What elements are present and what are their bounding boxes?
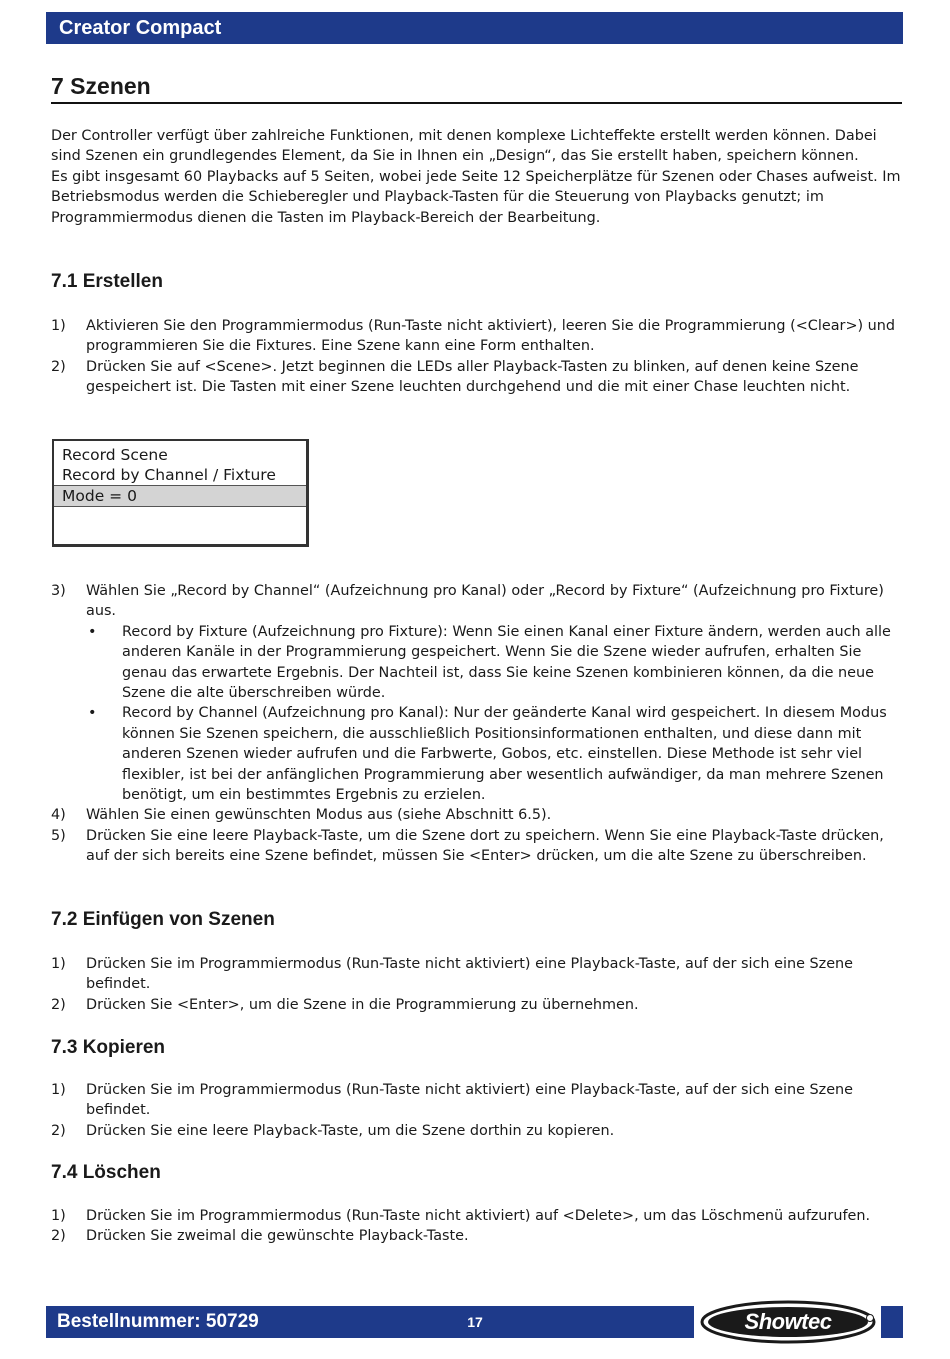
list-number: 2) — [51, 1122, 66, 1139]
heading-7-1: 7.1 Erstellen — [51, 271, 163, 292]
bullet-text: Record by Fixture (Aufzeichnung pro Fixture): Wenn Sie einen Kanal einer Fixture ändern, werden auch alle anderen Kanäle in der Programmierung gespeichert. Wenn Sie die Szene wieder aufrufen, erhalten Sie genau das erwartete Ergebnis. Der Nachteil ist, dass Sie keine Szenen kombinieren können, da die neue Szene die alte überschreiben würde. — [122, 623, 891, 702]
intro-paragraph-2: Es gibt insgesamt 60 Playbacks auf 5 Seiten, wobei jede Seite 12 Speicherplätze für Szenen oder Chases aufweist. Im Betriebsmodus werden die Schieberegler und Playback-Tasten für die Steuerung von Playbacks genutzt; im Programmiermodus dienen die Tasten im Playback-Bereich der Bearbeitung. — [51, 168, 901, 226]
list-number: 3) — [51, 583, 66, 599]
header-title: Creator Compact — [59, 17, 222, 39]
showtec-logo — [700, 1300, 880, 1344]
list-item — [51, 1206, 903, 1226]
list-text: Drücken Sie eine leere Playback-Taste, um die Szene dorthin zu kopieren. — [86, 1122, 615, 1139]
lcd-display — [52, 439, 309, 547]
page-number: 17 — [467, 1314, 483, 1330]
bullet-item — [51, 703, 903, 805]
list-number: 2) — [51, 1228, 66, 1245]
list-item — [51, 357, 903, 398]
list-item — [51, 995, 903, 1015]
bullet-item — [51, 622, 903, 704]
list-number: 1) — [51, 1208, 66, 1224]
list-item — [51, 954, 903, 995]
bullet-icon: • — [88, 705, 97, 722]
bullet-icon: • — [88, 623, 97, 640]
lcd-line-3: Mode = 0 — [54, 485, 306, 507]
list-item — [51, 1080, 903, 1121]
list-item — [51, 1226, 903, 1246]
list-number: 5) — [51, 827, 66, 844]
list-item — [51, 1121, 903, 1141]
list-text: Wählen Sie „Record by Channel“ (Aufzeichnung pro Kanal) oder „Record by Fixture“ (Aufzeichnung pro Fixture) aus. — [86, 583, 884, 620]
intro-paragraph-1: Der Controller verfügt über zahlreiche Funktionen, mit denen komplexe Lichteffekte erstellt werden können. Dabei sind Szenen ein grundlegendes Element, da Sie in Ihnen ein „Design“, das Sie erstellt haben, speichern können. — [51, 128, 877, 165]
footer-accent-bar — [881, 1306, 903, 1338]
list-text: Drücken Sie eine leere Playback-Taste, um die Szene dort zu speichern. Wenn Sie eine Playback-Taste drücken, auf der sich bereits eine Szene befindet, müssen Sie <Enter> drücken, um die alte Szene zu überschreiben. — [86, 827, 884, 865]
lcd-line-2: Record by Channel / Fixture — [62, 466, 276, 484]
lcd-line-1: Record Scene — [62, 446, 168, 464]
list-item — [51, 581, 903, 622]
steps-7-4 — [51, 1206, 903, 1247]
steps-7-1-b — [51, 581, 903, 867]
svg-text:Showtec: Showtec — [744, 1309, 832, 1334]
list-number: 2) — [51, 996, 66, 1013]
footer-bar — [46, 1306, 694, 1338]
steps-7-3 — [51, 1080, 903, 1141]
list-number: 1) — [51, 1082, 66, 1098]
list-item — [51, 805, 903, 825]
list-text: Drücken Sie auf <Scene>. Jetzt beginnen die LEDs aller Playback-Tasten zu blinken, auf denen keine Szene gespeichert ist. Die Tasten mit einer Szene leuchten durchgehend und die mit einer Chase leuchten nicht. — [86, 358, 859, 396]
intro-text — [51, 126, 903, 228]
list-text: Wählen Sie einen gewünschten Modus aus (siehe Abschnitt 6.5). — [86, 807, 552, 824]
list-text: Aktivieren Sie den Programmiermodus (Run-Taste nicht aktiviert), leeren Sie die Programmierung (<Clear>) und programmieren Sie die Fixtures. Eine Szene kann eine Form enthalten. — [86, 318, 896, 355]
list-number: 4) — [51, 807, 66, 824]
header-bar — [46, 12, 903, 44]
list-text: Drücken Sie im Programmiermodus (Run-Taste nicht aktiviert) auf <Delete>, um das Löschmenü aufzurufen. — [86, 1208, 871, 1224]
lcd-line-4 — [54, 507, 306, 527]
list-number: 1) — [51, 318, 66, 334]
bullet-text: Record by Channel (Aufzeichnung pro Kanal): Nur der geänderte Kanal wird gespeichert. In diesem Modus können Sie Szenen speichern, die ausschließlich Positionsinformationen enthalten, und diese dann mit anderen Szenen wieder aufrufen und die Farbwerte, Gobos, etc. einstellen. Diese Methode ist sehr viel flexibler, ist bei der anfänglichen Programmierung aber wesentlich aufwändiger, da man mehrere Szenen benötigt, um ein bestimmtes Ergebnis zu erzielen. — [122, 705, 887, 804]
list-text: Drücken Sie im Programmiermodus (Run-Taste nicht aktiviert) eine Playback-Taste, auf der sich eine Szene befindet. — [86, 1082, 854, 1119]
heading-7-2: 7.2 Einfügen von Szenen — [51, 909, 275, 930]
list-text: Drücken Sie zweimal die gewünschte Playback-Taste. — [86, 1228, 469, 1245]
list-number: 2) — [51, 358, 66, 375]
list-text: Drücken Sie im Programmiermodus (Run-Taste nicht aktiviert) eine Playback-Taste, auf der sich eine Szene befindet. — [86, 956, 854, 993]
section-title: 7 Szenen — [51, 72, 902, 104]
list-number: 1) — [51, 956, 66, 972]
heading-7-4: 7.4 Löschen — [51, 1162, 161, 1183]
list-item — [51, 826, 903, 867]
logo-graphic — [700, 1300, 880, 1344]
steps-7-2 — [51, 954, 903, 1015]
list-text: Drücken Sie <Enter>, um die Szene in die Programmierung zu übernehmen. — [86, 996, 639, 1013]
list-item — [51, 316, 903, 357]
order-number: Bestellnummer: 50729 — [57, 1311, 259, 1332]
heading-7-3: 7.3 Kopieren — [51, 1037, 166, 1058]
steps-7-1-a — [51, 316, 903, 398]
